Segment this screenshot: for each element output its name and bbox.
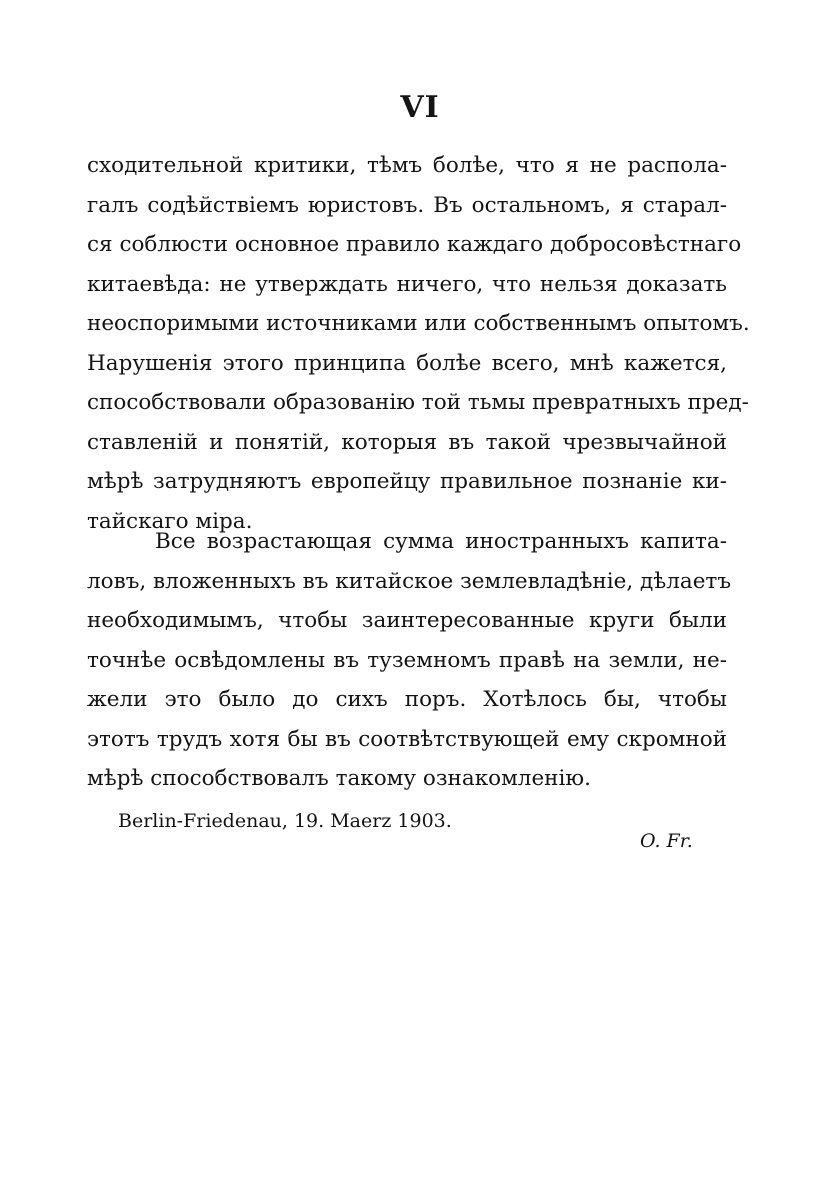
text-line: жели это было до сихъ поръ. Хотѣлось бы, чтобы bbox=[87, 687, 727, 712]
text-line: ловъ, вложенныхъ въ китайское землевладѣніе, дѣлаетъ bbox=[87, 568, 731, 594]
paragraph-2 bbox=[87, 522, 731, 799]
text-line: необходимымъ, чтобы заинтересованные круги были bbox=[87, 608, 727, 633]
page-number: VI bbox=[400, 90, 440, 125]
text-line: точнѣе освѣдомлены въ туземномъ правѣ на земли, не- bbox=[87, 647, 727, 673]
text-line: этотъ трудъ хотя бы въ соотвѣтствующей ему скромной bbox=[87, 726, 727, 752]
text-line: мѣрѣ способствовалъ такому ознакомленію. bbox=[87, 766, 591, 791]
text-line: способствовали образованію той тьмы превратныхъ пред- bbox=[87, 390, 749, 415]
text-line: ся соблюсти основное правило каждаго добросовѣстнаго bbox=[87, 232, 742, 257]
text-line: китаевѣда: не утверждать ничего, что нельзя доказать bbox=[87, 271, 727, 297]
text-line: тайскаго міра. bbox=[87, 508, 253, 534]
text-line: сходительной критики, тѣмъ болѣе, что я не распола- bbox=[87, 153, 727, 178]
text-line: неоспоримыми источниками или собственнымъ опытомъ. bbox=[87, 311, 750, 336]
text-line: Все возрастающая сумма иностранныхъ капита- bbox=[155, 529, 727, 554]
signature-place-date: Berlin-Friedenau, 19. Maerz 1903. bbox=[118, 810, 452, 832]
paragraph-1 bbox=[87, 146, 750, 541]
signature-initials: O. Fr. bbox=[640, 830, 693, 852]
text-line: мѣрѣ затрудняютъ европейцу правильное познаніе ки- bbox=[87, 469, 727, 494]
text-line: Нарушенія этого принципа болѣе всего, мнѣ кажется, bbox=[87, 350, 727, 376]
text-line: галъ содѣйствіемъ юристовъ. Въ остальномъ, я старал- bbox=[87, 192, 727, 218]
text-line: ставленій и понятій, которыя въ такой чрезвычайной bbox=[87, 429, 727, 455]
